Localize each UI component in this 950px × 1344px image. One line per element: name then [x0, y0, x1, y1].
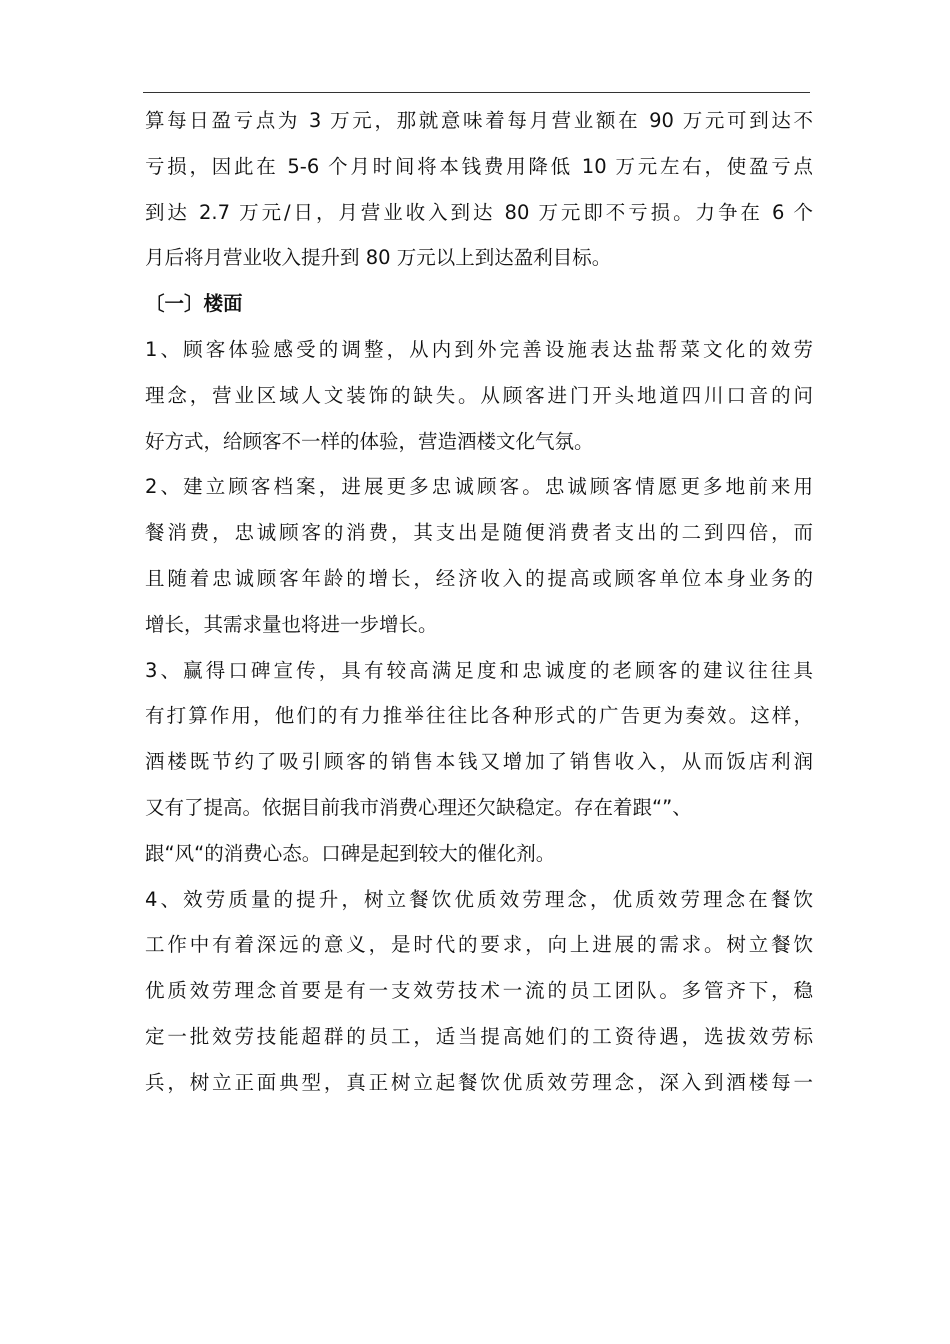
text-line: 兵，树立正面典型，真正树立起餐饮优质效劳理念，深入到酒楼每一: [145, 1070, 813, 1094]
text-line: 好方式，给顾客不一样的体验，营造酒楼文化气氛。: [145, 429, 594, 453]
text-line: 又有了提高。依据目前我市消费心理还欠缺稳定。存在着跟“”、: [145, 795, 692, 819]
text-line: 算每日盈亏点为 3 万元，那就意味着每月营业额在 90 万元可到达不: [145, 109, 813, 132]
text-line: 工作中有着深远的意义，是时代的要求，向上进展的需求。树立餐饮: [145, 933, 813, 957]
text-line: 优质效劳理念首要是有一支效劳技术一流的员工团队。多管齐下，稳: [145, 979, 813, 1003]
text-line: 4、效劳质量的提升，树立餐饮优质效劳理念，优质效劳理念在餐饮: [145, 887, 813, 911]
header-rule: [143, 92, 810, 93]
text-line: 月后将月营业收入提升到 80 万元以上到达盈利目标。: [145, 246, 612, 270]
section-heading: 〔一〕楼面: [145, 292, 243, 316]
text-line: 2、建立顾客档案，进展更多忠诚顾客。忠诚顾客情愿更多地前来用: [145, 475, 813, 499]
text-line: 增长，其需求量也将进一步增长。: [145, 612, 438, 636]
text-line: 亏损，因此在 5-6 个月时间将本钱费用降低 10 万元左右，使盈亏点: [145, 154, 813, 178]
text-line: 酒楼既节约了吸引顾客的销售本钱又增加了销售收入，从而饭店利润: [145, 750, 813, 774]
text-line: 且随着忠诚顾客年龄的增长，经济收入的提高或顾客单位本身业务的: [145, 566, 813, 590]
text-line: 餐消费，忠诚顾客的消费，其支出是随便消费者支出的二到四倍，而: [145, 521, 813, 545]
text-line: 到达 2.7 万元/日，月营业收入到达 80 万元即不亏损。力争在 6 个: [145, 200, 813, 224]
text-line: 理念，营业区域人文装饰的缺失。从顾客进门开头地道四川口音的问: [145, 383, 813, 407]
text-line: 定一批效劳技能超群的员工，适当提高她们的工资待遇，选拔效劳标: [145, 1024, 813, 1048]
text-line: 3、赢得口碑宣传，具有较高满足度和忠诚度的老顾客的建议往往具: [145, 658, 813, 682]
document-body: [145, 98, 813, 1106]
text-line: 有打算作用，他们的有力推举往往比各种形式的广告更为奏效。这样，: [145, 704, 813, 728]
text-line: 1、顾客体验感受的调整，从内到外完善设施表达盐帮菜文化的效劳: [145, 337, 813, 361]
text-line: 跟“风“的消费心态。口碑是起到较大的催化剂。: [145, 841, 556, 865]
